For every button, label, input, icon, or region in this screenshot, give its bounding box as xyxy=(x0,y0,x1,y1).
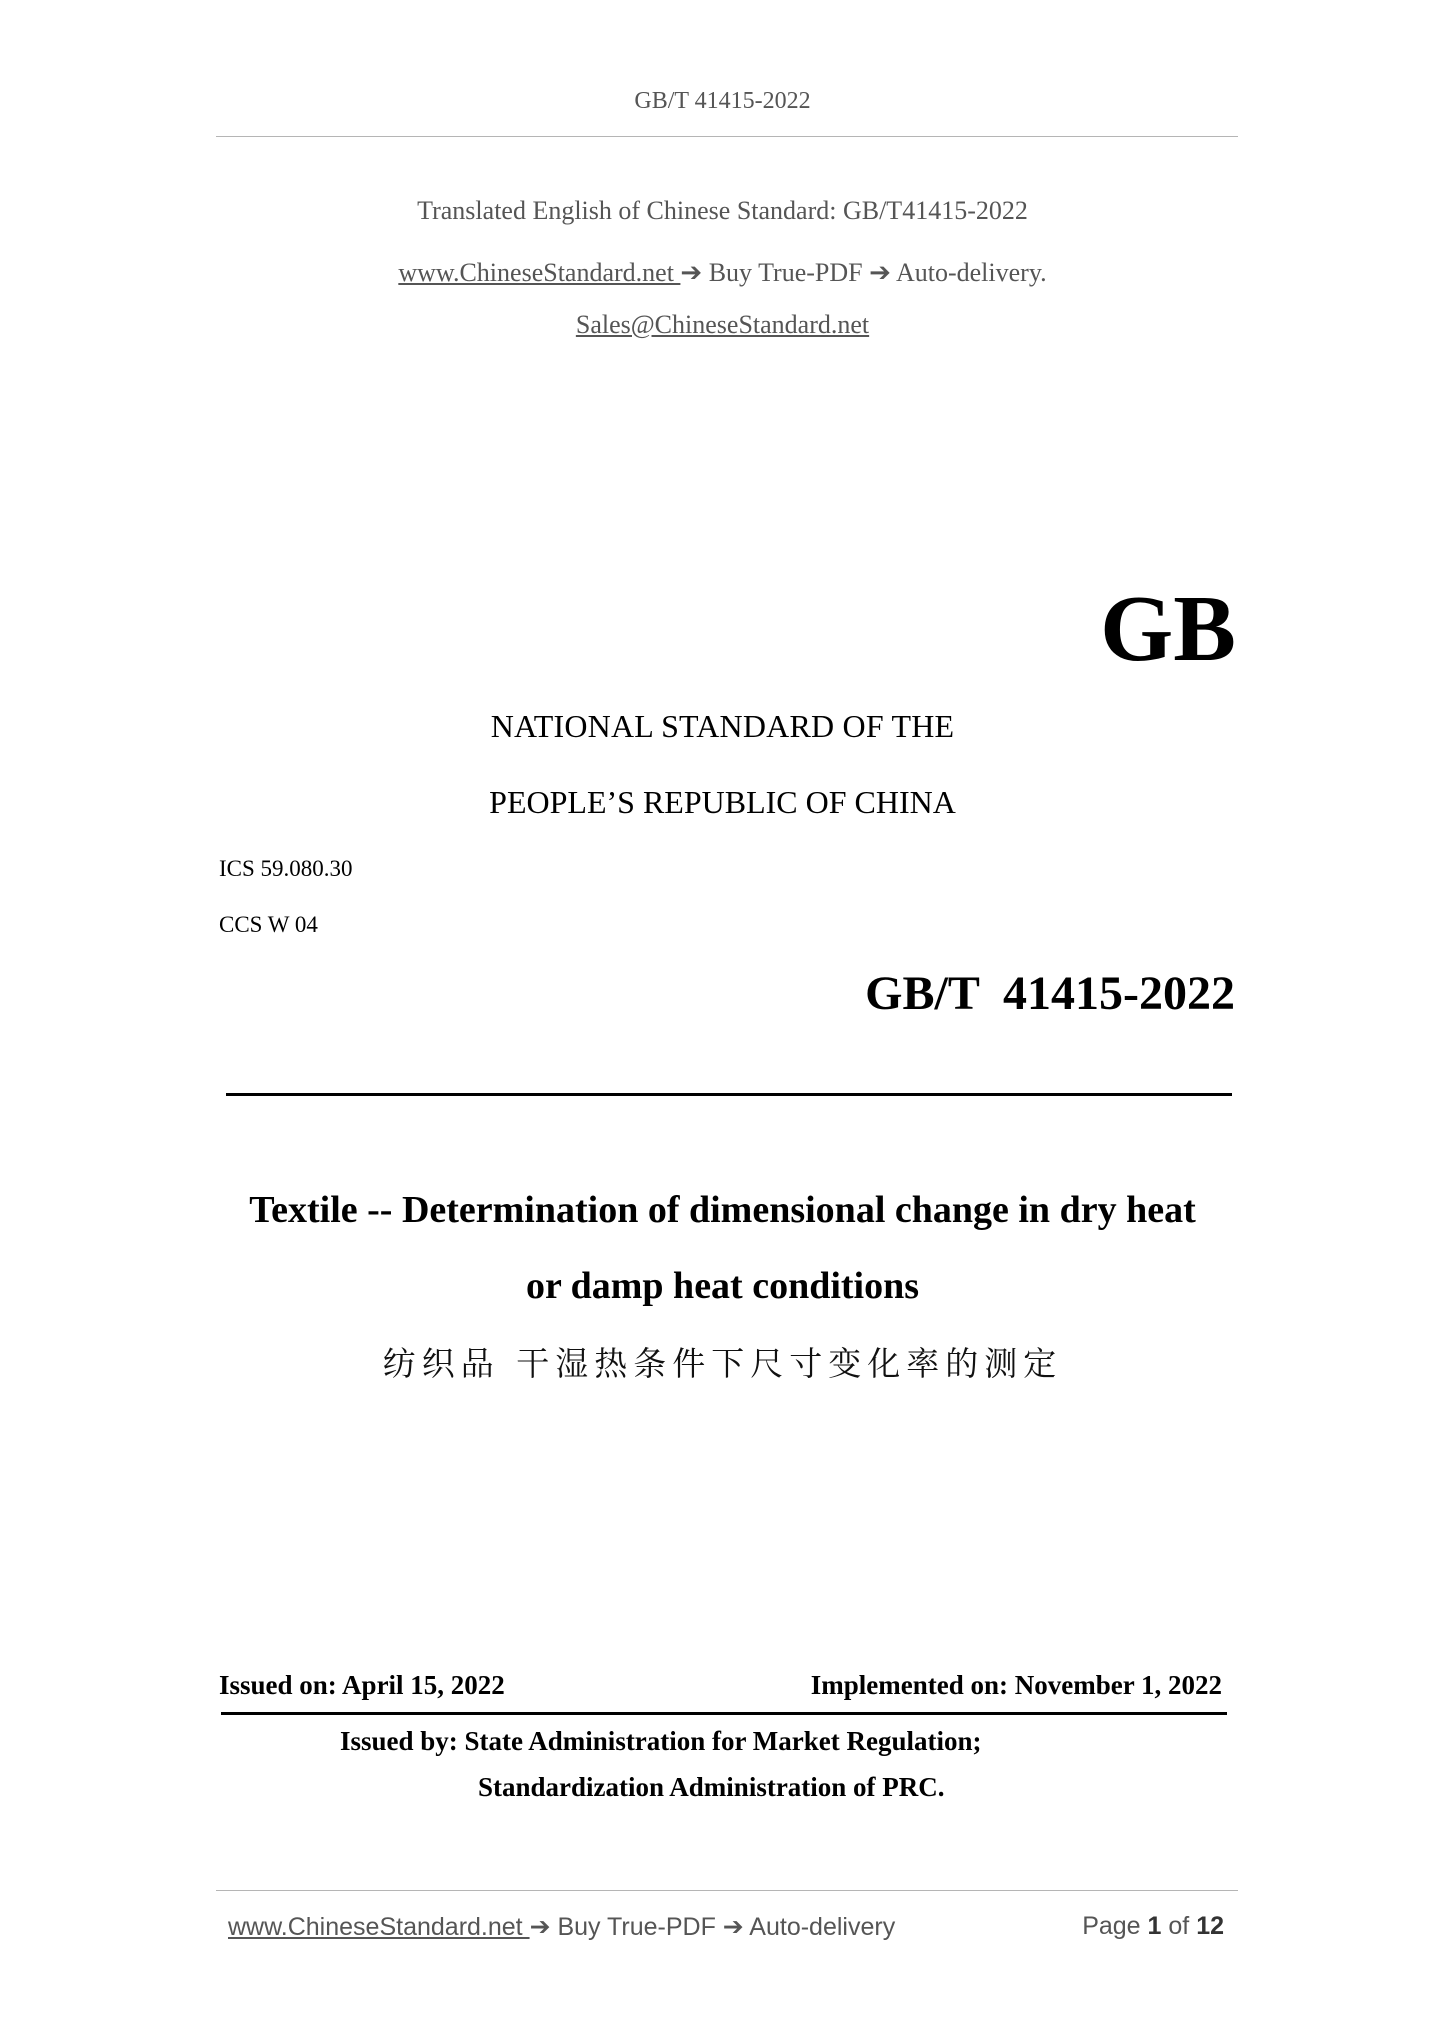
sales-email-link[interactable]: Sales@ChineseStandard.net xyxy=(575,310,870,339)
footer-buy-text: Buy True-PDF xyxy=(550,1913,723,1941)
site-link[interactable]: www.ChineseStandard.net xyxy=(398,258,681,287)
national-standard-line-2: PEOPLE’S REPUBLIC OF CHINA xyxy=(489,784,956,820)
ccs-code: CCS W 04 xyxy=(219,912,318,937)
footer-purchase-line xyxy=(228,1912,895,1942)
header-divider xyxy=(216,136,1238,137)
translation-notice: Translated English of Chinese Standard: GB/T41415-2022 xyxy=(417,196,1028,225)
document-title-chinese: 纺织品 干湿热条件下尺寸变化率的测定 xyxy=(382,1344,1063,1383)
sales-line xyxy=(0,310,1445,340)
page-current: 1 xyxy=(1147,1912,1162,1940)
buy-text: Buy True-PDF xyxy=(702,258,870,287)
arrow-icon: ➔ xyxy=(529,1913,551,1941)
issued-by-line-2: Standardization Administration of PRC. xyxy=(478,1772,945,1802)
footer-divider xyxy=(216,1890,1238,1891)
arrow-icon: ➔ xyxy=(869,258,891,287)
arrow-icon: ➔ xyxy=(722,1913,744,1941)
running-header-code: GB/T 41415-2022 xyxy=(634,88,811,114)
ics-code: ICS 59.080.30 xyxy=(219,856,353,881)
issue-divider xyxy=(221,1712,1227,1715)
footer-site-link[interactable]: www.ChineseStandard.net xyxy=(228,1913,530,1941)
arrow-icon: ➔ xyxy=(680,258,703,287)
document-title-line-2: or damp heat conditions xyxy=(525,1265,920,1307)
gb-logo: GB xyxy=(1100,577,1236,681)
footer-delivery-text: Auto-delivery xyxy=(743,1913,896,1941)
page-label: Page xyxy=(1082,1912,1148,1940)
delivery-text: Auto-delivery. xyxy=(890,258,1047,287)
purchase-line xyxy=(0,258,1445,288)
page-of: of xyxy=(1161,1912,1197,1940)
issued-by-line-1: Issued by: State Administration for Market Regulation; xyxy=(340,1726,982,1756)
title-divider xyxy=(226,1093,1232,1096)
page-indicator xyxy=(1082,1912,1224,1941)
document-title-line-1: Textile -- Determination of dimensional change in dry heat xyxy=(249,1189,1196,1231)
standard-number: GB/T 41415-2022 xyxy=(865,967,1235,1020)
national-standard-line-1: NATIONAL STANDARD OF THE xyxy=(490,708,955,744)
page-total: 12 xyxy=(1196,1912,1224,1940)
issued-on-date: Issued on: April 15, 2022 xyxy=(219,1670,505,1700)
implemented-on-date: Implemented on: November 1, 2022 xyxy=(810,1670,1222,1700)
